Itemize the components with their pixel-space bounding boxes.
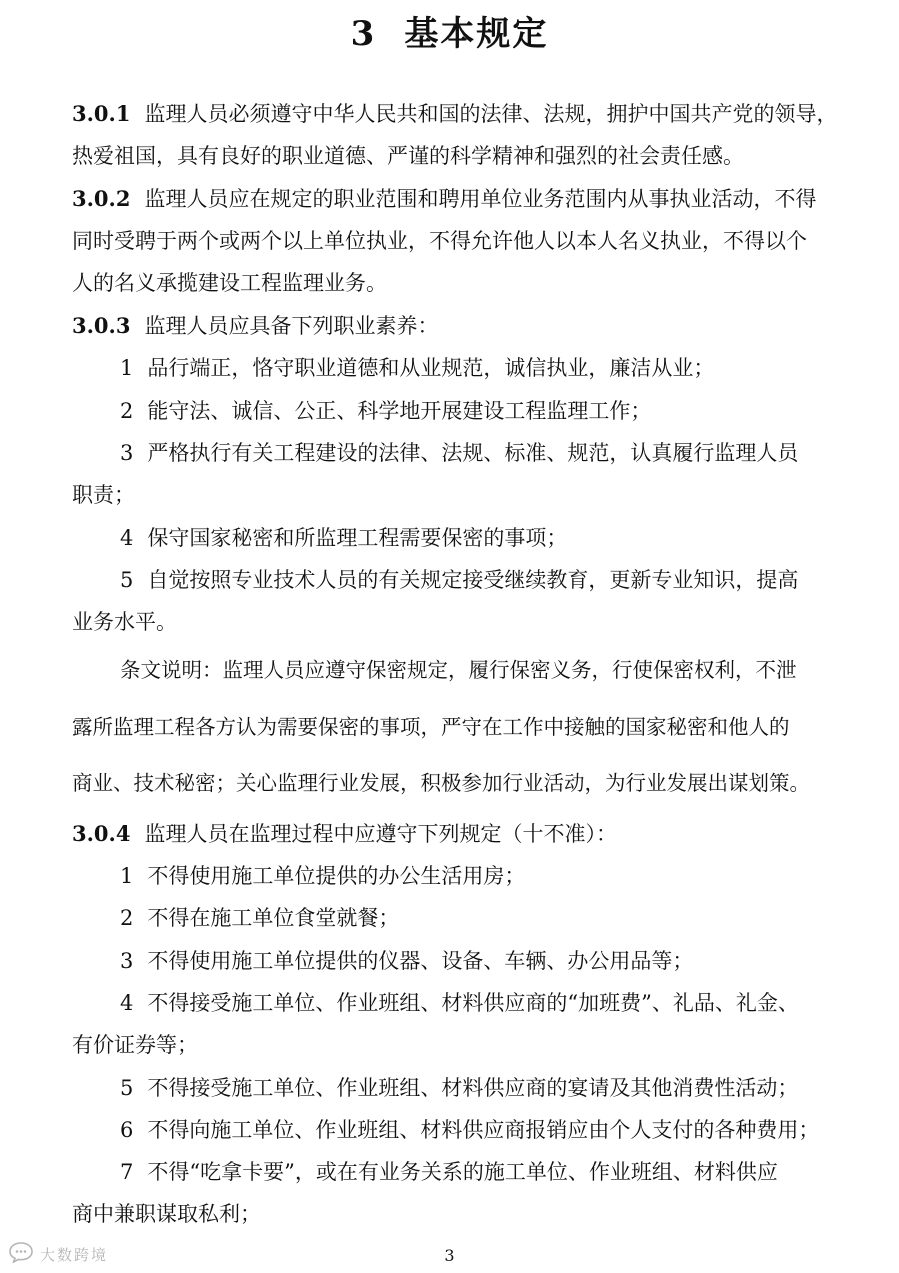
list-item: 4 不得接受施工单位、作业班组、材料供应商的“加班费”、礼品、礼金、: [120, 991, 799, 1015]
clause-text: 监理人员在监理过程中应遵守下列规定（十不准）：: [144, 822, 617, 846]
list-item-continuation: 职责；: [72, 483, 135, 507]
clause-3-0-2: [72, 185, 816, 213]
explanation-line: 条文说明：监理人员应遵守保密规定，履行保密义务，行使保密权利，不泄: [120, 658, 797, 682]
list-item: 2 不得在施工单位食堂就餐；: [120, 906, 400, 930]
clause-text: 监理人员应在规定的职业范围和聘用单位业务范围内从事执业活动，不得: [144, 187, 817, 211]
explanation-line: 商业、技术秘密；关心监理行业发展，积极参加行业活动，为行业发展出谋划策。: [72, 771, 810, 795]
list-item: 1 品行端正，恪守职业道德和从业规范，诚信执业，廉洁从业；: [120, 356, 715, 380]
clause-3-0-4: [72, 820, 617, 848]
clause-number: 3.0.3: [72, 313, 131, 338]
list-item-continuation: 有价证券等；: [72, 1033, 198, 1057]
list-item: 3 严格执行有关工程建设的法律、法规、标准、规范，认真履行监理人员: [120, 441, 799, 465]
list-item: 1 不得使用施工单位提供的办公生活用房；: [120, 864, 526, 888]
watermark: [8, 1241, 108, 1267]
list-item: 6 不得向施工单位、作业班组、材料供应商报销应由个人支付的各种费用；: [120, 1118, 820, 1142]
watermark-text: 大数跨境: [40, 1245, 109, 1264]
section-title: 基本规定: [404, 14, 549, 54]
clause-3-0-3: [72, 312, 438, 340]
clause-number: 3.0.2: [72, 186, 131, 211]
list-item: 5 不得接受施工单位、作业班组、材料供应商的宴请及其他消费性活动；: [120, 1076, 799, 1100]
clause-text: 监理人员应具备下列职业素养：: [144, 314, 439, 338]
clause-text-line: 热爱祖国，具有良好的职业道德、严谨的科学精神和强烈的社会责任感。: [72, 144, 744, 168]
chat-bubble-logo-icon: [8, 1241, 34, 1267]
list-item: 4 保守国家秘密和所监理工程需要保密的事项；: [120, 526, 568, 550]
clause-text-line: 同时受聘于两个或两个以上单位执业，不得允许他人以本人名义执业，不得以个: [72, 229, 807, 253]
clause-3-0-1: [72, 100, 837, 128]
list-item: 5 自觉按照专业技术人员的有关规定接受继续教育，更新专业知识，提高: [120, 568, 799, 592]
clause-text-line: 人的名义承揽建设工程监理业务。: [72, 271, 387, 295]
section-number: 3: [350, 14, 377, 54]
page-title: [0, 6, 899, 55]
clause-number: 3.0.4: [72, 821, 131, 846]
list-item: 2 能守法、诚信、公正、科学地开展建设工程监理工作；: [120, 399, 652, 423]
list-item: 7 不得“吃拿卡要”，或在有业务关系的施工单位、作业班组、材料供应: [120, 1160, 778, 1184]
list-item-continuation: 业务水平。: [72, 610, 177, 634]
explanation-line: 露所监理工程各方认为需要保密的事项，严守在工作中接触的国家秘密和他人的: [72, 715, 790, 739]
clause-text: 监理人员必须遵守中华人民共和国的法律、法规，拥护中国共产党的领导，: [144, 102, 838, 126]
list-item-continuation: 商中兼职谋取私利；: [72, 1202, 261, 1226]
page-number: 3: [444, 1246, 455, 1265]
list-item: 3 不得使用施工单位提供的仪器、设备、车辆、办公用品等；: [120, 949, 694, 973]
clause-number: 3.0.1: [72, 101, 131, 126]
